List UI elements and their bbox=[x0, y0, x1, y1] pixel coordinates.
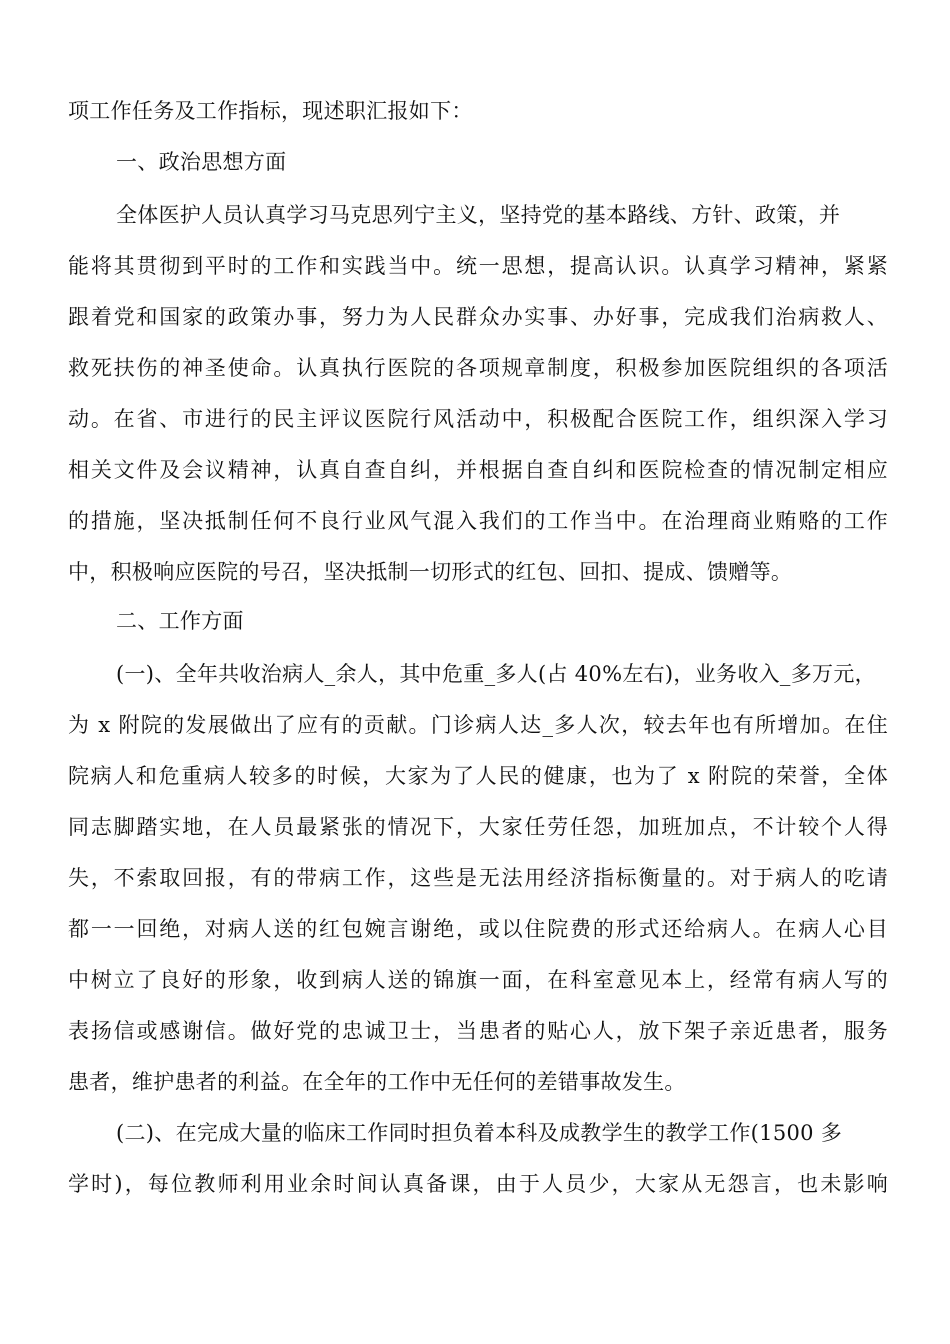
text-line: 相关文件及会议精神，认真自查自纠，并根据自查自纠和医院检查的情况制定相应 bbox=[68, 458, 888, 482]
text-line: 都一一回绝，对病人送的红包婉言谢绝，或以住院费的形式还给病人。在病人心目 bbox=[68, 917, 888, 941]
text-line: 表扬信或感谢信。做好党的忠诚卫士，当患者的贴心人，放下架子亲近患者，服务 bbox=[68, 1019, 888, 1043]
text-line: 患者，维护患者的利益。在全年的工作中无任何的差错事故发生。 bbox=[68, 1070, 686, 1094]
text-line: 中，积极响应医院的号召，坚决抵制一切形式的红包、回扣、提成、馈赠等。 bbox=[68, 560, 793, 584]
text-line: (一)、全年共收治病人_余人，其中危重_多人(占 40%左右)，业务收入_多万元， bbox=[116, 662, 876, 686]
text-line: 院病人和危重病人较多的时候，大家为了人民的健康，也为了 x 附院的荣誉，全体 bbox=[68, 764, 888, 788]
text-line: 中树立了良好的形象，收到病人送的锦旗一面，在科室意见本上，经常有病人写的 bbox=[68, 968, 888, 992]
text-line: 全体医护人员认真学习马克思列宁主义，坚持党的基本路线、方针、政策，并 bbox=[116, 203, 841, 227]
text-line: (二)、在完成大量的临床工作同时担负着本科及成教学生的教学工作(1500 多 bbox=[116, 1121, 843, 1145]
section-heading: 一、政治思想方面 bbox=[116, 150, 287, 174]
text-line: 动。在省、市进行的民主评议医院行风活动中，积极配合医院工作，组织深入学习 bbox=[68, 407, 888, 431]
text-line: 救死扶伤的神圣使命。认真执行医院的各项规章制度，积极参加医院组织的各项活 bbox=[68, 356, 888, 380]
text-line: 学时)，每位教师利用业余时间认真备课，由于人员少，大家从无怨言，也未影响 bbox=[68, 1172, 888, 1196]
text-line: 能将其贯彻到平时的工作和实践当中。统一思想，提高认识。认真学习精神，紧紧 bbox=[68, 254, 888, 278]
text-line: 同志脚踏实地，在人员最紧张的情况下，大家任劳任怨，加班加点，不计较个人得 bbox=[68, 815, 888, 839]
text-line: 项工作任务及工作指标，现述职汇报如下： bbox=[68, 99, 473, 123]
text-line: 的措施，坚决抵制任何不良行业风气混入我们的工作当中。在治理商业贿赂的工作 bbox=[68, 509, 888, 533]
text-line: 为 x 附院的发展做出了应有的贡献。门诊病人达_多人次，较去年也有所增加。在住 bbox=[68, 713, 888, 737]
text-line: 跟着党和国家的政策办事，努力为人民群众办实事、办好事，完成我们治病救人、 bbox=[68, 305, 888, 329]
text-line: 失，不索取回报，有的带病工作，这些是无法用经济指标衡量的。对于病人的吃请 bbox=[68, 866, 888, 890]
section-heading: 二、工作方面 bbox=[116, 609, 244, 633]
